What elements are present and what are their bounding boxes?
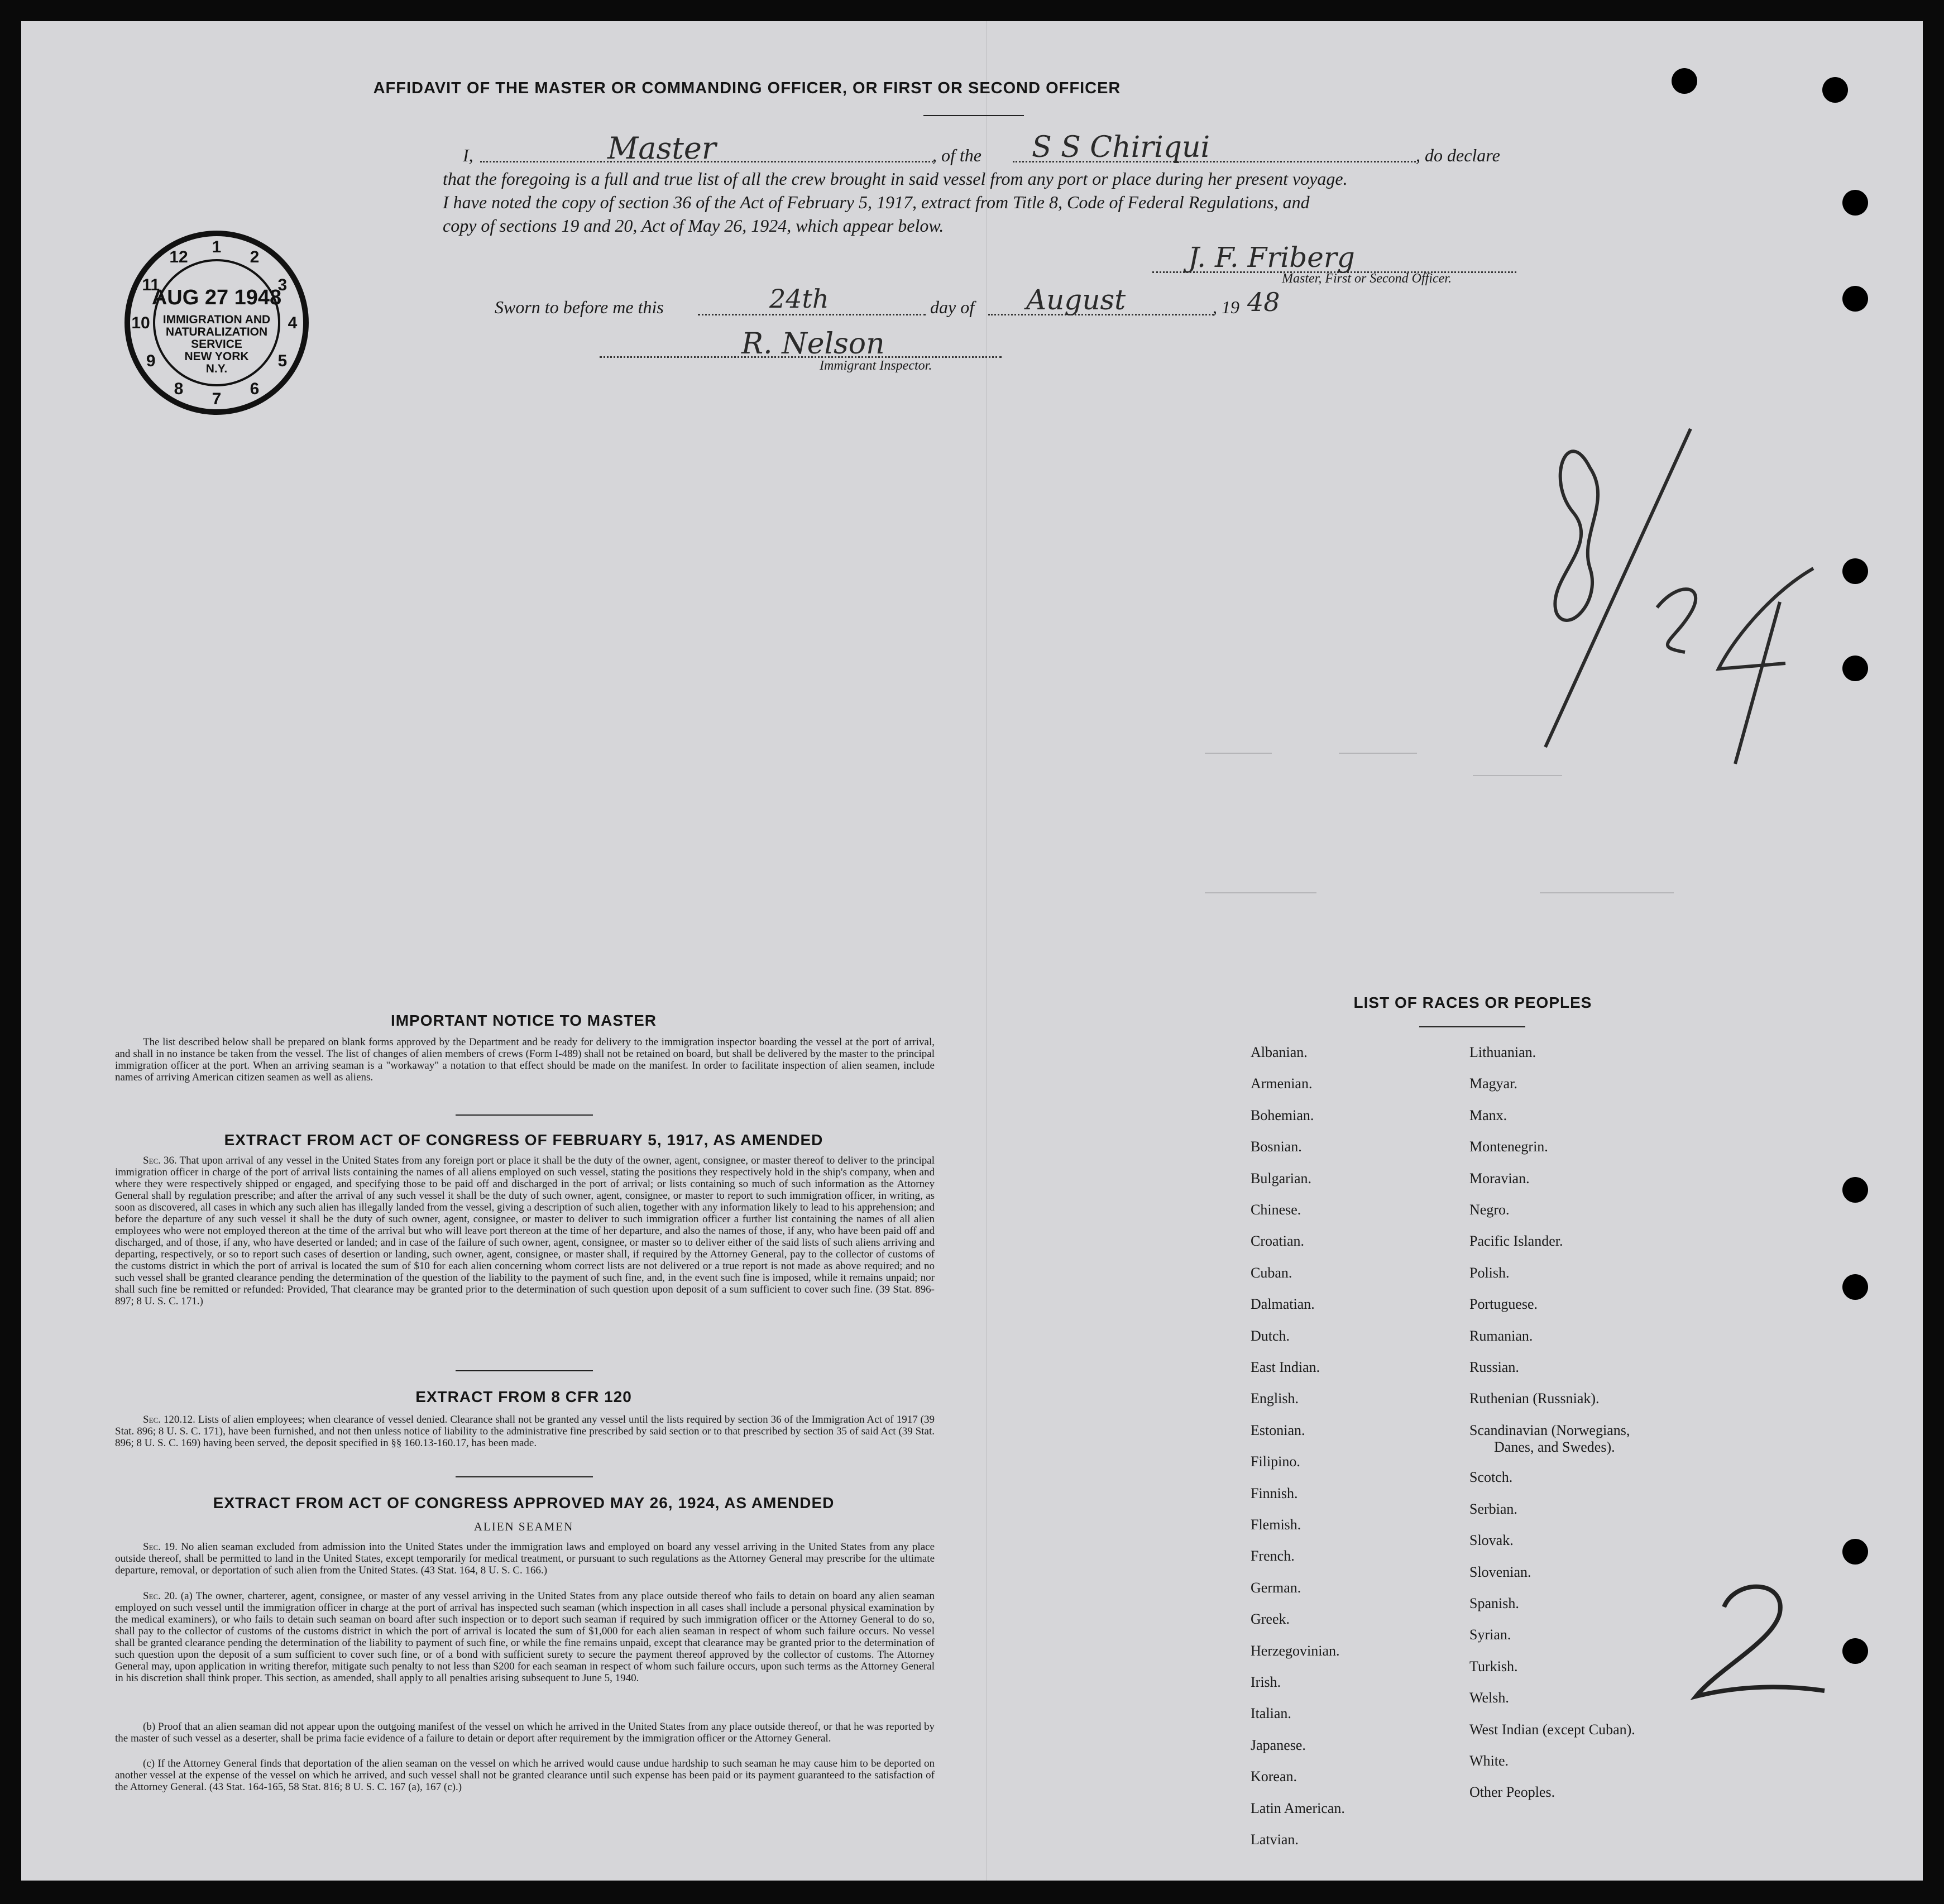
affidavit-line-2: that the foregoing is a full and true list of all the crew brought in said vessel from any port or place during her present voyage. bbox=[443, 169, 1348, 189]
extract-cfr-body: Lists of alien employees; when clearance of vessel denied. Clearance shall not be granted any vessel until the lists required by section 36 of the Immigration Act of 1917 (39 Stat. 896; 8 U. S. C. 171), have been furnished, and not then unless notice of liability to the administrative fine prescribed by said section or to that prescribed by section 35 of said Act (39 Stat. 896; 8 U. S. C. 169) having been served, the deposit specified in §§ 160.13-160.17, has been made. bbox=[115, 1414, 935, 1449]
officer-caption: Master, First or Second Officer. bbox=[1282, 271, 1452, 286]
punch-hole bbox=[1842, 286, 1868, 312]
punch-hole bbox=[1842, 1177, 1868, 1203]
stamp-ring-number: 7 bbox=[212, 390, 222, 408]
race-item: Magyar. bbox=[1469, 1075, 1517, 1092]
race-item: Moravian. bbox=[1469, 1170, 1530, 1187]
section-rule bbox=[456, 1476, 593, 1477]
race-item: Japanese. bbox=[1251, 1736, 1306, 1753]
stamp-ring-number: 11 bbox=[142, 276, 160, 294]
bleed-mark bbox=[1205, 753, 1272, 754]
affidavit-line-4: copy of sections 19 and 20, Act of May 26, 1924, which appear below. bbox=[443, 216, 944, 236]
day-blank bbox=[698, 314, 926, 315]
extract-1924-title: EXTRACT FROM ACT OF CONGRESS APPROVED MAY 26, 1924, AS AMENDED bbox=[213, 1494, 835, 1511]
race-item: Ruthenian (Russniak). bbox=[1469, 1390, 1600, 1407]
bleed-through-area bbox=[1205, 741, 1763, 954]
race-item: Dutch. bbox=[1251, 1327, 1290, 1344]
sworn-day-of: day of bbox=[930, 297, 975, 317]
race-item: Greek. bbox=[1251, 1611, 1290, 1628]
sec20-label: Sec. 20. bbox=[143, 1590, 178, 1602]
handwritten-rank: Master bbox=[607, 131, 716, 166]
page-number-svg bbox=[1674, 1573, 1830, 1707]
stamp-line-3: SERVICE bbox=[191, 338, 242, 351]
sec19-label: Sec. 19. bbox=[143, 1541, 178, 1553]
race-item: Polish. bbox=[1469, 1264, 1510, 1281]
race-item: Finnish. bbox=[1251, 1485, 1298, 1501]
race-item: Lithuanian. bbox=[1469, 1044, 1536, 1060]
inspector-caption: Immigrant Inspector. bbox=[820, 358, 932, 373]
handwritten-day: 24th bbox=[769, 284, 829, 314]
extract-1917-section bbox=[115, 1155, 935, 1307]
race-item: Welsh. bbox=[1469, 1690, 1509, 1706]
race-item: Italian. bbox=[1251, 1705, 1291, 1722]
stamp-line-4: NEW YORK bbox=[184, 350, 249, 363]
race-item: Filipino. bbox=[1251, 1453, 1300, 1470]
extract-1924-sec20b: (b) Proof that an alien seaman did not appear upon the outgoing manifest of the vessel on which he arrived in the United States from any place outside thereof, or that he was reported by the master of such vessel as a deserter, shall be prima facie evidence of a failure to detain or deport after requirement by the immigration officer or the Attorney General. bbox=[115, 1721, 935, 1744]
extract-1917-title: EXTRACT FROM ACT OF CONGRESS OF FEBRUARY 5, 1917, AS AMENDED bbox=[224, 1131, 823, 1149]
race-item: Albanian. bbox=[1251, 1044, 1308, 1060]
sworn-year-prefix: , 19 bbox=[1213, 297, 1239, 317]
stamp-ring-number: 10 bbox=[131, 314, 150, 332]
affidavit-line-3: I have noted the copy of section 36 of the Act of February 5, 1917, extract from Title 8, Code of Federal Regulations, and bbox=[443, 192, 1310, 212]
race-item: Spanish. bbox=[1469, 1595, 1519, 1611]
extract-cfr-section bbox=[115, 1414, 935, 1449]
sworn-prefix: Sworn to before me this bbox=[495, 297, 664, 317]
section-rule bbox=[456, 1114, 593, 1116]
race-item: Korean. bbox=[1251, 1768, 1297, 1785]
race-item: Rumanian. bbox=[1469, 1327, 1533, 1344]
race-item: Negro. bbox=[1469, 1202, 1510, 1218]
race-item: Portuguese. bbox=[1469, 1296, 1538, 1313]
affidavit-title: AFFIDAVIT OF THE MASTER OR COMMANDING OFFICER, OR FIRST OR SECOND OFFICER bbox=[373, 79, 1121, 97]
race-item: German. bbox=[1251, 1579, 1301, 1596]
stamp-date: AUG 27 1948 bbox=[151, 286, 282, 309]
race-item: Slovak. bbox=[1469, 1532, 1514, 1549]
stamp-ring-number: 3 bbox=[277, 276, 288, 294]
race-item: Armenian. bbox=[1251, 1075, 1313, 1092]
race-item: English. bbox=[1251, 1390, 1299, 1407]
extract-1924-sec19 bbox=[115, 1541, 935, 1576]
officer-signature: J. F. Friberg bbox=[1188, 241, 1355, 274]
notice-body: The list described below shall be prepared on blank forms approved by the Department and be ready for delivery to the immigration inspector boarding the vessel at the port of arrival, and shall in no instance be taken from the vessel. The list of changes of alien members of crews (Form I-489) shall not be retained on board, but shall be delivered by the master to the principal immigration officer at the port. When an arriving seaman is a "workaway" a notation to that effect should be made on the manifest. In order to facilitate inspection of alien seamen, include names of arriving American citizen seamen as well as aliens. bbox=[115, 1036, 935, 1083]
race-item: Bohemian. bbox=[1251, 1107, 1314, 1123]
punch-hole bbox=[1842, 656, 1868, 681]
affidavit-declare: , do declare bbox=[1416, 145, 1500, 165]
race-item: Flemish. bbox=[1251, 1516, 1301, 1533]
race-item: Russian. bbox=[1469, 1359, 1519, 1375]
sec19-body: No alien seaman excluded from admission into the United States under the immigration laws and employed on board any vessel arriving in the United States from any place outside thereof, shall be permitted to land in the United States, except temporarily for medical treatment, or pursuant to such regulations as the Attorney General may prescribe for the ultimate departure, removal, or deportation of such alien from the United States. (43 Stat. 164, 8 U. S. C. 166.) bbox=[115, 1541, 935, 1576]
inspector-signature: R. Nelson bbox=[741, 327, 885, 361]
race-item: Herzegovinian. bbox=[1251, 1642, 1340, 1659]
punch-hole bbox=[1842, 190, 1868, 216]
stamp-ring-number: 4 bbox=[288, 314, 298, 332]
stamp-ring-number: 1 bbox=[212, 238, 222, 256]
race-item: West Indian (except Cuban). bbox=[1469, 1721, 1635, 1738]
extract-cfr-title: EXTRACT FROM 8 CFR 120 bbox=[415, 1388, 632, 1405]
race-item: Danes, and Swedes). bbox=[1494, 1438, 1615, 1455]
race-item: Cuban. bbox=[1251, 1264, 1292, 1281]
document-page bbox=[21, 21, 1923, 1881]
sec20a-body: (a) The owner, charterer, agent, consignee, or master of any vessel arriving in the United States from any place outside thereof who fails to detain on board any alien seaman employed on such vessel until the immigration officer in charge at the port of arrival has inspected such seaman (which inspection in all cases shall include a personal physical examination by the medical examiners), or who fails to detain such seaman on board after such inspection or to deport such seaman if required by such immigration officer or the Attorney General to do so, shall pay to the collector of customs of the customs district in which the port of arrival is located the sum of $1,000 for each alien seaman in respect of whom such failure occurs. No vessel shall be granted clearance pending the determination of the liability to payment of such fine, or while the fine remains unpaid, except that clearance may be granted prior to the determination of such question upon the deposit of a sum sufficient to cover such fine, or of a bond with sufficient surety to secure the payment thereof approved by the collector of customs. The Attorney General may, upon application in writing therefor, mitigate such penalty to not less than $200 for each seaman in respect of whom such failure occurs, upon such terms as the Attorney General in his discretion shall think proper. This section, as amended, shall apply to all penalties arising subsequent to June 5, 1940. bbox=[115, 1590, 935, 1684]
inspection-date-stamp bbox=[122, 228, 312, 418]
stamp-line-2: NATURALIZATION bbox=[165, 326, 268, 338]
affidavit-i: I, bbox=[463, 145, 473, 165]
race-item: Turkish. bbox=[1469, 1658, 1518, 1675]
race-item: Slovenian. bbox=[1469, 1563, 1531, 1580]
punch-hole bbox=[1842, 1539, 1868, 1565]
extract-1924-sec20a bbox=[115, 1590, 935, 1684]
center-fold-crease bbox=[986, 21, 987, 1881]
bleed-mark bbox=[1540, 892, 1674, 893]
extract-1917-sec-label: Sec. 36. bbox=[143, 1155, 177, 1166]
punch-hole bbox=[1842, 1638, 1868, 1664]
race-item: White. bbox=[1469, 1753, 1509, 1769]
race-item: Scandinavian (Norwegians, bbox=[1469, 1422, 1630, 1438]
race-item: Estonian. bbox=[1251, 1422, 1305, 1438]
race-item: East Indian. bbox=[1251, 1359, 1320, 1375]
race-item: Irish. bbox=[1251, 1674, 1281, 1690]
stamp-agency bbox=[144, 314, 289, 375]
notice-title: IMPORTANT NOTICE TO MASTER bbox=[390, 1012, 657, 1029]
races-title-rule bbox=[1419, 1026, 1525, 1027]
bleed-mark bbox=[1473, 775, 1562, 776]
stamp-ring-number: 6 bbox=[250, 379, 260, 398]
race-item: Bulgarian. bbox=[1251, 1170, 1312, 1187]
race-item: Chinese. bbox=[1251, 1202, 1301, 1218]
race-item: Latin American. bbox=[1251, 1800, 1345, 1816]
affidavit-of-the: , of the bbox=[932, 145, 981, 165]
extract-1924-sec20c: (c) If the Attorney General finds that deportation of the alien seaman on the vessel on which he arrived would cause undue hardship to such seaman he may cause him to be deported on another vessel at the expense of the vessel on which he arrived, and such vessel shall not be granted clearance until such expense has been paid or its payment guaranteed to the satisfaction of the Attorney General. (43 Stat. 164-165, 58 Stat. 816; 8 U. S. C. 167 (a), 167 (c).) bbox=[115, 1758, 935, 1793]
race-item: Dalmatian. bbox=[1251, 1296, 1315, 1313]
extract-1924-subtitle: ALIEN SEAMEN bbox=[473, 1520, 574, 1533]
section-rule bbox=[456, 1370, 593, 1371]
race-item: Serbian. bbox=[1469, 1500, 1517, 1517]
race-item: French. bbox=[1251, 1548, 1295, 1565]
extract-cfr-sec-label: Sec. 120.12. bbox=[143, 1414, 195, 1425]
stamp-ring-number: 5 bbox=[277, 352, 288, 370]
extract-1917-body: That upon arrival of any vessel in the United States from any foreign port or place it shall be the duty of the owner, agent, consignee, or master thereof to deliver to the principal immigration officer in charge of the port of arrival lists containing the names of all aliens employed on such vessel, stating the positions they respectively hold in the ship's company, when and where they were respectively shipped or engaged, and specifying those to be paid off and discharged in the port of arrival; or lists containing so much of such information as the Attorney General shall by regulation prescribe; and after the arrival of any such vessel it shall be the duty of such owner, agent, consignee, or master to report to such immigration officer, in writing, as soon as discovered, all cases in which any such alien has illegally landed from the vessel, giving a description of such alien, together with any information likely to lead to his apprehension; and before the departure of any such vessel it shall be the duty of such owner, agent, consignee, or master to deliver to such immigration officer a further list containing the names of all alien employees who were not employed thereon at the time of the arrival but who will leave port thereon at the time of her departure, and also the names of those, if any, who have been paid off and discharged, and of those, if any, who have deserted or landed; and in case of the failure of such owner, agent, consignee, or master so to deliver either of the said lists of such aliens arriving and departing, respectively, or so to report such cases of desertion or landing, such owner, agent, consignee, or master shall, if required by the Attorney General, pay to the collector of customs of the customs district in which the port of arrival is located the sum of $10 for each alien concerning whom correct lists are not delivered or a true report is not made as above required; and no such vessel shall be granted clearance pending the determination of the question of the liability to the payment of such fine, and, in the event such fine is imposed, while it remains unpaid; nor shall such fine be remitted or refunded: Provided, That clearance may be granted prior to the determination of such question upon deposit of a sum sufficient to cover such fine. (39 Stat. 896-897; 8 U. S. C. 171.) bbox=[115, 1155, 935, 1307]
race-item: Montenegrin. bbox=[1469, 1138, 1548, 1155]
race-item: Other Peoples. bbox=[1469, 1784, 1555, 1801]
stamp-ring-number: 9 bbox=[146, 352, 156, 370]
stamp-ring-number: 2 bbox=[250, 248, 260, 267]
bleed-mark bbox=[1339, 753, 1417, 754]
race-item: Manx. bbox=[1469, 1107, 1507, 1123]
race-item: Bosnian. bbox=[1251, 1138, 1302, 1155]
punch-hole bbox=[1842, 1274, 1868, 1300]
race-item: Latvian. bbox=[1251, 1831, 1299, 1848]
stamp-ring-number: 8 bbox=[174, 379, 184, 398]
stamp-ring-number: 12 bbox=[169, 248, 188, 267]
punch-hole bbox=[1822, 77, 1848, 103]
stamp-line-5: N.Y. bbox=[205, 362, 228, 375]
race-item: Pacific Islander. bbox=[1469, 1233, 1563, 1250]
stamp-line-1: IMMIGRATION AND bbox=[162, 313, 271, 326]
handwritten-vessel: S S Chiriqui bbox=[1032, 131, 1210, 164]
punch-hole bbox=[1672, 68, 1697, 94]
bleed-mark bbox=[1205, 892, 1316, 893]
punch-hole bbox=[1842, 558, 1868, 584]
handwritten-month: August bbox=[1026, 284, 1126, 316]
race-item: Scotch. bbox=[1469, 1469, 1513, 1486]
handwritten-page-number bbox=[1674, 1573, 1830, 1707]
race-item: Croatian. bbox=[1251, 1233, 1305, 1250]
race-item: Syrian. bbox=[1469, 1626, 1511, 1643]
handwritten-year: 48 bbox=[1247, 287, 1280, 317]
title-rule bbox=[923, 115, 1024, 116]
races-title: LIST OF RACES OR PEOPLES bbox=[1353, 994, 1592, 1011]
